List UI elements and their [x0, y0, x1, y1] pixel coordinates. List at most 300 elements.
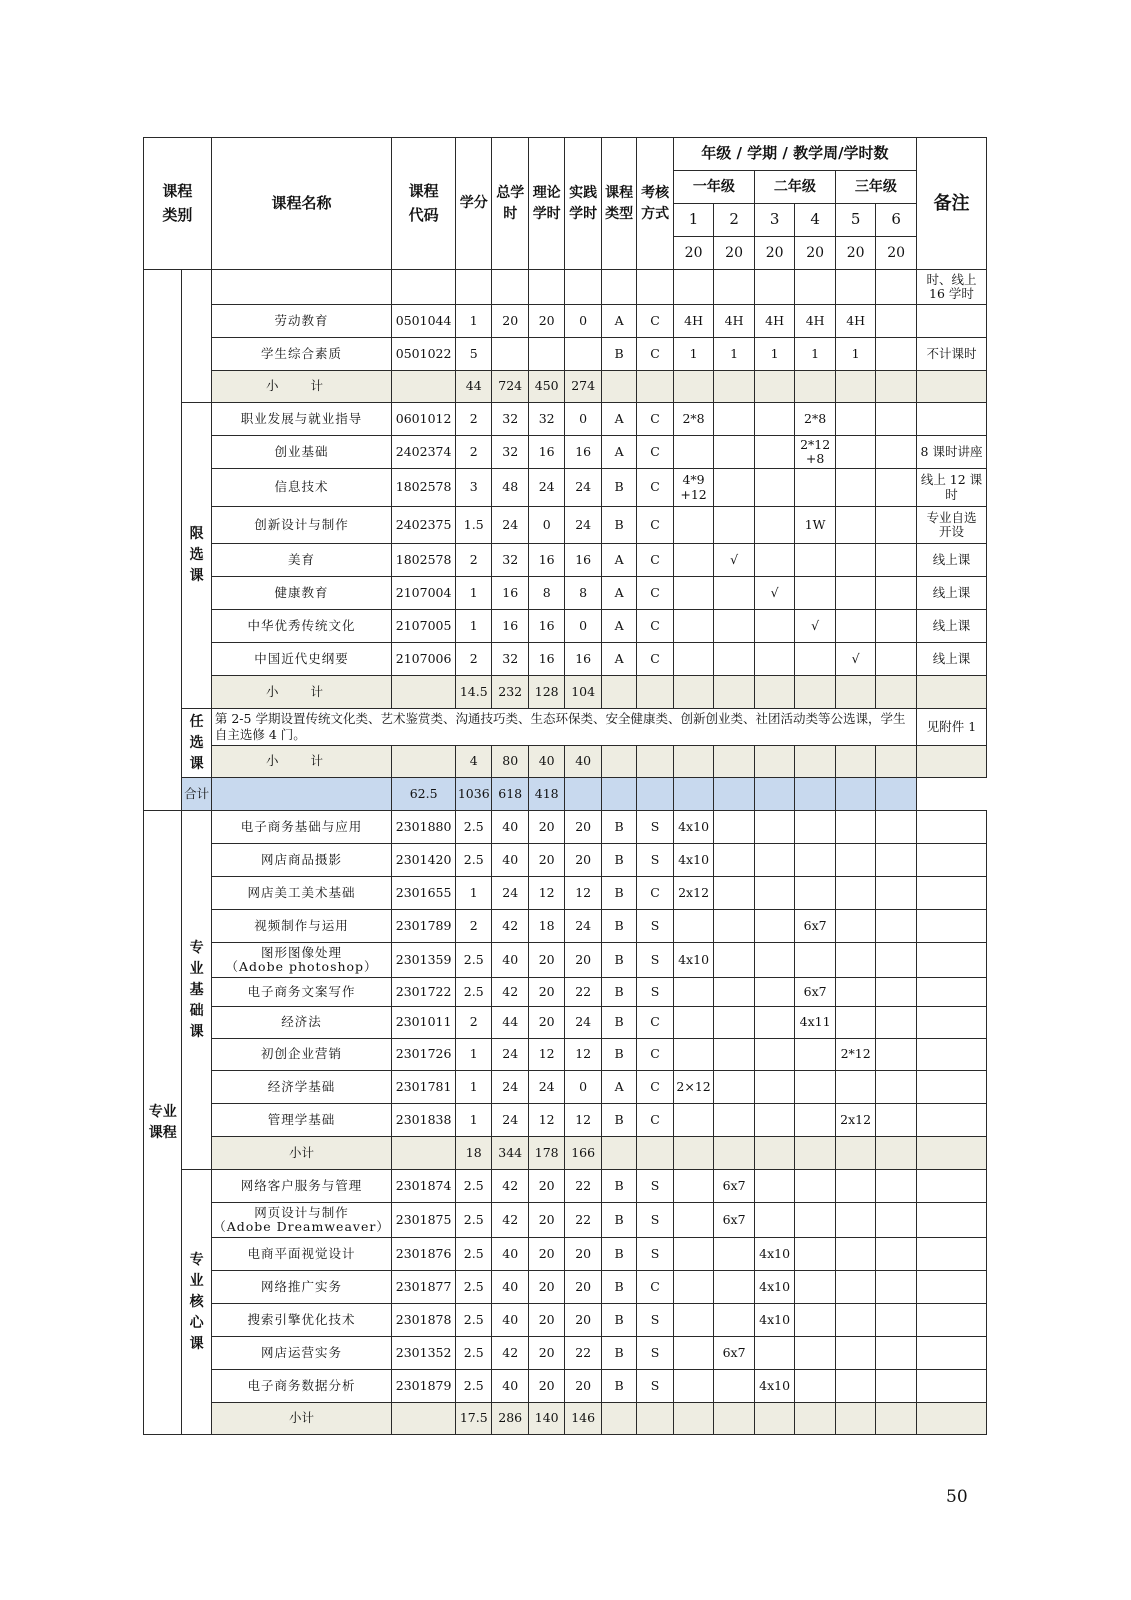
- sem4: [754, 778, 795, 811]
- sem1: [673, 676, 714, 709]
- theory-hours: 40: [528, 746, 564, 778]
- theory-hours: 20: [528, 1007, 564, 1039]
- sem5: 2x12: [835, 1104, 876, 1137]
- sem5: [835, 910, 876, 943]
- course-code: 2301359: [392, 943, 456, 978]
- sem3: [754, 1170, 795, 1203]
- theory-hours: [528, 270, 564, 305]
- course-type: B: [601, 844, 636, 877]
- sem5: [835, 610, 876, 643]
- theory-hours: 20: [528, 978, 564, 1007]
- sem4: [795, 676, 836, 709]
- practice-hours: 24: [565, 507, 601, 544]
- course-code: 2301655: [392, 877, 456, 910]
- sem2: [714, 811, 755, 844]
- course-name: 美育: [211, 544, 391, 577]
- sem6: [835, 778, 876, 811]
- sem1: 4x10: [673, 811, 714, 844]
- theory-hours: 12: [528, 877, 564, 910]
- credits: 2: [456, 1007, 492, 1039]
- table-row: [144, 1370, 987, 1403]
- theory-hours: 20: [528, 1238, 564, 1271]
- sem2: [714, 1104, 755, 1137]
- header-name: 课程名称: [211, 138, 391, 270]
- credits: 2.5: [456, 844, 492, 877]
- remarks: [916, 746, 986, 778]
- sem2: [714, 1304, 755, 1337]
- remarks: [916, 1304, 986, 1337]
- sem2: [714, 507, 755, 544]
- sem5: √: [835, 643, 876, 676]
- course-code: 0501044: [392, 305, 456, 338]
- credits: 2.5: [456, 1271, 492, 1304]
- header-semester: 6: [876, 204, 917, 237]
- remarks: [916, 1271, 986, 1304]
- sem5: [835, 1007, 876, 1039]
- course-type: [601, 746, 636, 778]
- sem1: [673, 1337, 714, 1370]
- header-theory-hours: 理论 学时: [528, 138, 564, 270]
- subtotal-row: [144, 746, 987, 778]
- course-name: 劳动教育: [211, 305, 391, 338]
- total-hours: 286: [492, 1403, 528, 1435]
- practice-hours: 418: [528, 778, 564, 811]
- course-type: B: [601, 469, 636, 507]
- practice-hours: 22: [565, 978, 601, 1007]
- total-hours: 24: [492, 1104, 528, 1137]
- sem6: [876, 943, 917, 978]
- course-code: 2301352: [392, 1337, 456, 1370]
- total-hours: 232: [492, 676, 528, 709]
- credits: 44: [456, 371, 492, 403]
- course-name: 图形图像处理 （Adobe photoshop）: [211, 943, 391, 978]
- course-name: 信息技术: [211, 469, 391, 507]
- theory-hours: 18: [528, 910, 564, 943]
- sem5: [835, 403, 876, 436]
- sem4: [795, 270, 836, 305]
- theory-hours: 128: [528, 676, 564, 709]
- sem2: [714, 877, 755, 910]
- total-hours: 42: [492, 910, 528, 943]
- sem5: [835, 1238, 876, 1271]
- course-type: [601, 676, 636, 709]
- sem5: [835, 1370, 876, 1403]
- sem1: [673, 507, 714, 544]
- remarks: [916, 371, 986, 403]
- header-remarks: 备注: [916, 138, 986, 270]
- remarks: 时、线上 16 学时: [916, 270, 986, 305]
- header-weeks: 20: [673, 237, 714, 270]
- sem6: [876, 1271, 917, 1304]
- remarks: [916, 1071, 986, 1104]
- sem1: 1: [673, 338, 714, 371]
- course-code: 1802578: [392, 469, 456, 507]
- subtotal-row: [144, 1137, 987, 1170]
- table-row: [144, 1337, 987, 1370]
- table-row: [144, 844, 987, 877]
- credits: 2.5: [456, 1238, 492, 1271]
- sem2: [714, 577, 755, 610]
- course-code: [392, 371, 456, 403]
- remarks: [916, 811, 986, 844]
- sem3: [754, 1007, 795, 1039]
- total-hours: 42: [492, 978, 528, 1007]
- course-type: B: [601, 1007, 636, 1039]
- theory-hours: 140: [528, 1403, 564, 1435]
- course-type: A: [601, 1071, 636, 1104]
- page-number: 50: [946, 1487, 968, 1507]
- course-name: [211, 270, 391, 305]
- sem2: [714, 643, 755, 676]
- assessment: S: [637, 1304, 673, 1337]
- practice-hours: [565, 338, 601, 371]
- course-name: 小计: [211, 1137, 391, 1170]
- assessment: S: [637, 978, 673, 1007]
- theory-hours: 24: [528, 1071, 564, 1104]
- assessment: C: [637, 436, 673, 469]
- sem1: [673, 1304, 714, 1337]
- sem4: [795, 1337, 836, 1370]
- course-name: 网络推广实务: [211, 1271, 391, 1304]
- sem2: [714, 403, 755, 436]
- assessment: S: [637, 910, 673, 943]
- table-row: [144, 709, 987, 746]
- course-code: 2402374: [392, 436, 456, 469]
- course-type: B: [601, 1337, 636, 1370]
- sem1: [673, 436, 714, 469]
- course-code: [211, 778, 391, 811]
- course-type: B: [601, 811, 636, 844]
- course-code: 2107004: [392, 577, 456, 610]
- total-hours: 44: [492, 1007, 528, 1039]
- practice-hours: 146: [565, 1403, 601, 1435]
- practice-hours: 12: [565, 1039, 601, 1071]
- sem6: [876, 1007, 917, 1039]
- assessment: C: [637, 338, 673, 371]
- assessment: C: [637, 1007, 673, 1039]
- table-row: [144, 1238, 987, 1271]
- credits: 2: [456, 436, 492, 469]
- remarks: [916, 1238, 986, 1271]
- course-type: A: [601, 643, 636, 676]
- practice-hours: 20: [565, 1370, 601, 1403]
- sem5: [835, 577, 876, 610]
- course-type: [601, 1403, 636, 1435]
- theory-hours: 20: [528, 811, 564, 844]
- total-hours: 724: [492, 371, 528, 403]
- sem6: [876, 507, 917, 544]
- sem2: [714, 1007, 755, 1039]
- sem1: [673, 1271, 714, 1304]
- sem5: [835, 844, 876, 877]
- header-practice-hours: 实践 学时: [565, 138, 601, 270]
- sem1: [673, 1238, 714, 1271]
- remarks: [916, 910, 986, 943]
- course-code: [392, 270, 456, 305]
- course-name: 学生综合素质: [211, 338, 391, 371]
- course-code: 2402375: [392, 507, 456, 544]
- sem1: [673, 1370, 714, 1403]
- assessment: S: [637, 811, 673, 844]
- sem2: [714, 1370, 755, 1403]
- sem4: [795, 1137, 836, 1170]
- credits: 17.5: [456, 1403, 492, 1435]
- course-type: B: [601, 943, 636, 978]
- theory-hours: 20: [528, 1271, 564, 1304]
- header-code: 课程 代码: [392, 138, 456, 270]
- theory-hours: 450: [528, 371, 564, 403]
- sem6: [876, 811, 917, 844]
- sem3: [754, 910, 795, 943]
- remarks: 线上课: [916, 643, 986, 676]
- course-type: B: [601, 1370, 636, 1403]
- header-semester: 1: [673, 204, 714, 237]
- table-row: [144, 943, 987, 978]
- sem5: [835, 978, 876, 1007]
- practice-hours: 16: [565, 643, 601, 676]
- sem4: [795, 1370, 836, 1403]
- sem1: [673, 1007, 714, 1039]
- course-type: B: [601, 877, 636, 910]
- total-hours: 24: [492, 1071, 528, 1104]
- sem3: [754, 1104, 795, 1137]
- practice-hours: 24: [565, 469, 601, 507]
- course-code: 0501022: [392, 338, 456, 371]
- course-code: [392, 1137, 456, 1170]
- sem4: [795, 1271, 836, 1304]
- credits: 1: [456, 1104, 492, 1137]
- remarks: [916, 1137, 986, 1170]
- course-type: B: [601, 1271, 636, 1304]
- practice-hours: 166: [565, 1137, 601, 1170]
- theory-hours: 618: [492, 778, 528, 811]
- theory-hours: [528, 338, 564, 371]
- table-row: [144, 1271, 987, 1304]
- total-hours: 42: [492, 1203, 528, 1238]
- sem3: [714, 778, 755, 811]
- course-name: 职业发展与就业指导: [211, 403, 391, 436]
- course-type: B: [601, 1039, 636, 1071]
- total-row: [144, 778, 987, 811]
- header-credits: 学分: [456, 138, 492, 270]
- sem2: √: [714, 544, 755, 577]
- course-code: 1802578: [392, 544, 456, 577]
- assessment: [637, 1137, 673, 1170]
- course-name: 经济法: [211, 1007, 391, 1039]
- theory-hours: 20: [528, 1304, 564, 1337]
- credits: 3: [456, 469, 492, 507]
- course-code: 2301876: [392, 1238, 456, 1271]
- practice-hours: 20: [565, 1271, 601, 1304]
- sem6: [876, 1337, 917, 1370]
- sem1: [673, 1403, 714, 1435]
- total-hours: 40: [492, 1271, 528, 1304]
- course-name: 创新设计与制作: [211, 507, 391, 544]
- sem5: [835, 469, 876, 507]
- remarks: [916, 305, 986, 338]
- sem4: √: [795, 610, 836, 643]
- theory-hours: 16: [528, 643, 564, 676]
- assessment: C: [637, 1071, 673, 1104]
- group-spacer: [182, 270, 211, 403]
- category-major: 专业 课程: [144, 811, 182, 1435]
- theory-hours: 20: [528, 844, 564, 877]
- course-name: 小 计: [211, 676, 391, 709]
- course-type: B: [601, 1203, 636, 1238]
- course-type: A: [601, 305, 636, 338]
- course-code: 2301789: [392, 910, 456, 943]
- theory-hours: 20: [528, 1170, 564, 1203]
- credits: 1: [456, 877, 492, 910]
- course-name: 初创企业营销: [211, 1039, 391, 1071]
- sem1: 2×12: [673, 1071, 714, 1104]
- sem5: [835, 436, 876, 469]
- sem1: [673, 978, 714, 1007]
- credits: 2: [456, 403, 492, 436]
- sem1: [673, 270, 714, 305]
- remarks: [916, 1007, 986, 1039]
- header-weeks: 20: [754, 237, 795, 270]
- sem2: [714, 270, 755, 305]
- group-limited-elective: 限 选 课: [182, 403, 211, 709]
- sem5: [835, 811, 876, 844]
- course-code: 2301874: [392, 1170, 456, 1203]
- course-code: 2301722: [392, 978, 456, 1007]
- sem3: [754, 436, 795, 469]
- sem2: [714, 676, 755, 709]
- sem1: [673, 371, 714, 403]
- course-type: A: [601, 403, 636, 436]
- course-code: [392, 1403, 456, 1435]
- sem6: [876, 544, 917, 577]
- course-name: 经济学基础: [211, 1071, 391, 1104]
- sem1: 2x12: [673, 877, 714, 910]
- sem4: [795, 1403, 836, 1435]
- credits: 2.5: [456, 1370, 492, 1403]
- sem6: [876, 338, 917, 371]
- course-name: 网店美工美术基础: [211, 877, 391, 910]
- sem5: [835, 746, 876, 778]
- table-row: [144, 643, 987, 676]
- total-hours: 32: [492, 544, 528, 577]
- remarks: 8 课时讲座: [916, 436, 986, 469]
- course-name: 小计: [211, 1403, 391, 1435]
- sem3: [754, 1337, 795, 1370]
- sem4: [795, 1104, 836, 1137]
- sem2: [714, 746, 755, 778]
- sem4: [795, 371, 836, 403]
- sem6: [876, 1104, 917, 1137]
- table-row: [144, 305, 987, 338]
- remarks: 见附件 1: [916, 709, 986, 746]
- assessment: S: [637, 1170, 673, 1203]
- assessment: [601, 778, 636, 811]
- sem6: [876, 270, 917, 305]
- theory-hours: 0: [528, 507, 564, 544]
- credits: 2.5: [456, 1170, 492, 1203]
- sem6: [876, 1170, 917, 1203]
- sem2: [714, 610, 755, 643]
- course-type: A: [601, 610, 636, 643]
- assessment: S: [637, 1370, 673, 1403]
- assessment: [637, 270, 673, 305]
- course-type: A: [601, 577, 636, 610]
- sem3: [754, 676, 795, 709]
- total-hours: 32: [492, 643, 528, 676]
- remarks: 专业自选 开设: [916, 507, 986, 544]
- sem4: [795, 469, 836, 507]
- group-major-core: 专 业 核 心 课: [182, 1170, 211, 1435]
- table-row: [144, 910, 987, 943]
- sem4: [795, 1304, 836, 1337]
- course-code: 2107005: [392, 610, 456, 643]
- table-row: [144, 1039, 987, 1071]
- course-code: 2301011: [392, 1007, 456, 1039]
- sem5: [835, 1071, 876, 1104]
- sem4: [795, 1238, 836, 1271]
- sem4: [795, 1039, 836, 1071]
- remarks: 线上 12 课 时: [916, 469, 986, 507]
- table-row: [144, 811, 987, 844]
- remarks: [916, 1370, 986, 1403]
- sem6: [876, 1203, 917, 1238]
- header-grade-3: 三年级: [835, 171, 916, 204]
- elective-description: 第 2-5 学期设置传统文化类、艺术鉴赏类、沟通技巧类、生态环保类、安全健康类、创新创业类、社团活动类等公选课，学生自主选修 4 门。: [211, 709, 916, 746]
- sem6: [876, 1137, 917, 1170]
- total-hours: 42: [492, 1170, 528, 1203]
- table-row: [144, 338, 987, 371]
- total-hours: 42: [492, 1337, 528, 1370]
- course-type: A: [601, 436, 636, 469]
- theory-hours: 16: [528, 544, 564, 577]
- table-row: [144, 1104, 987, 1137]
- header-assessment: 考核 方式: [637, 138, 673, 270]
- credits: 2: [456, 544, 492, 577]
- sem5: [835, 943, 876, 978]
- course-name: 视频制作与运用: [211, 910, 391, 943]
- sem5: 4H: [835, 305, 876, 338]
- sem6: [876, 469, 917, 507]
- course-name: 中华优秀传统文化: [211, 610, 391, 643]
- sem6: [876, 577, 917, 610]
- sem3: 4x10: [754, 1271, 795, 1304]
- course-name: 创业基础: [211, 436, 391, 469]
- sem3: [754, 1039, 795, 1071]
- sem5: [835, 877, 876, 910]
- course-type: B: [601, 338, 636, 371]
- sem5: [835, 676, 876, 709]
- total-hours: 1036: [456, 778, 492, 811]
- credits: 2.5: [456, 1203, 492, 1238]
- sem5: [835, 507, 876, 544]
- sem2: 6x7: [714, 1337, 755, 1370]
- theory-hours: 8: [528, 577, 564, 610]
- sem3: 1: [754, 338, 795, 371]
- table-row: [144, 877, 987, 910]
- practice-hours: 20: [565, 943, 601, 978]
- remarks: [916, 1203, 986, 1238]
- sem3: [754, 1403, 795, 1435]
- sem1: [673, 1170, 714, 1203]
- remarks: [916, 1403, 986, 1435]
- practice-hours: 16: [565, 544, 601, 577]
- course-code: 2301877: [392, 1271, 456, 1304]
- sem3: [754, 811, 795, 844]
- total-hours: 344: [492, 1137, 528, 1170]
- sem1: [673, 910, 714, 943]
- sem2: [714, 1039, 755, 1071]
- sem2: [714, 978, 755, 1007]
